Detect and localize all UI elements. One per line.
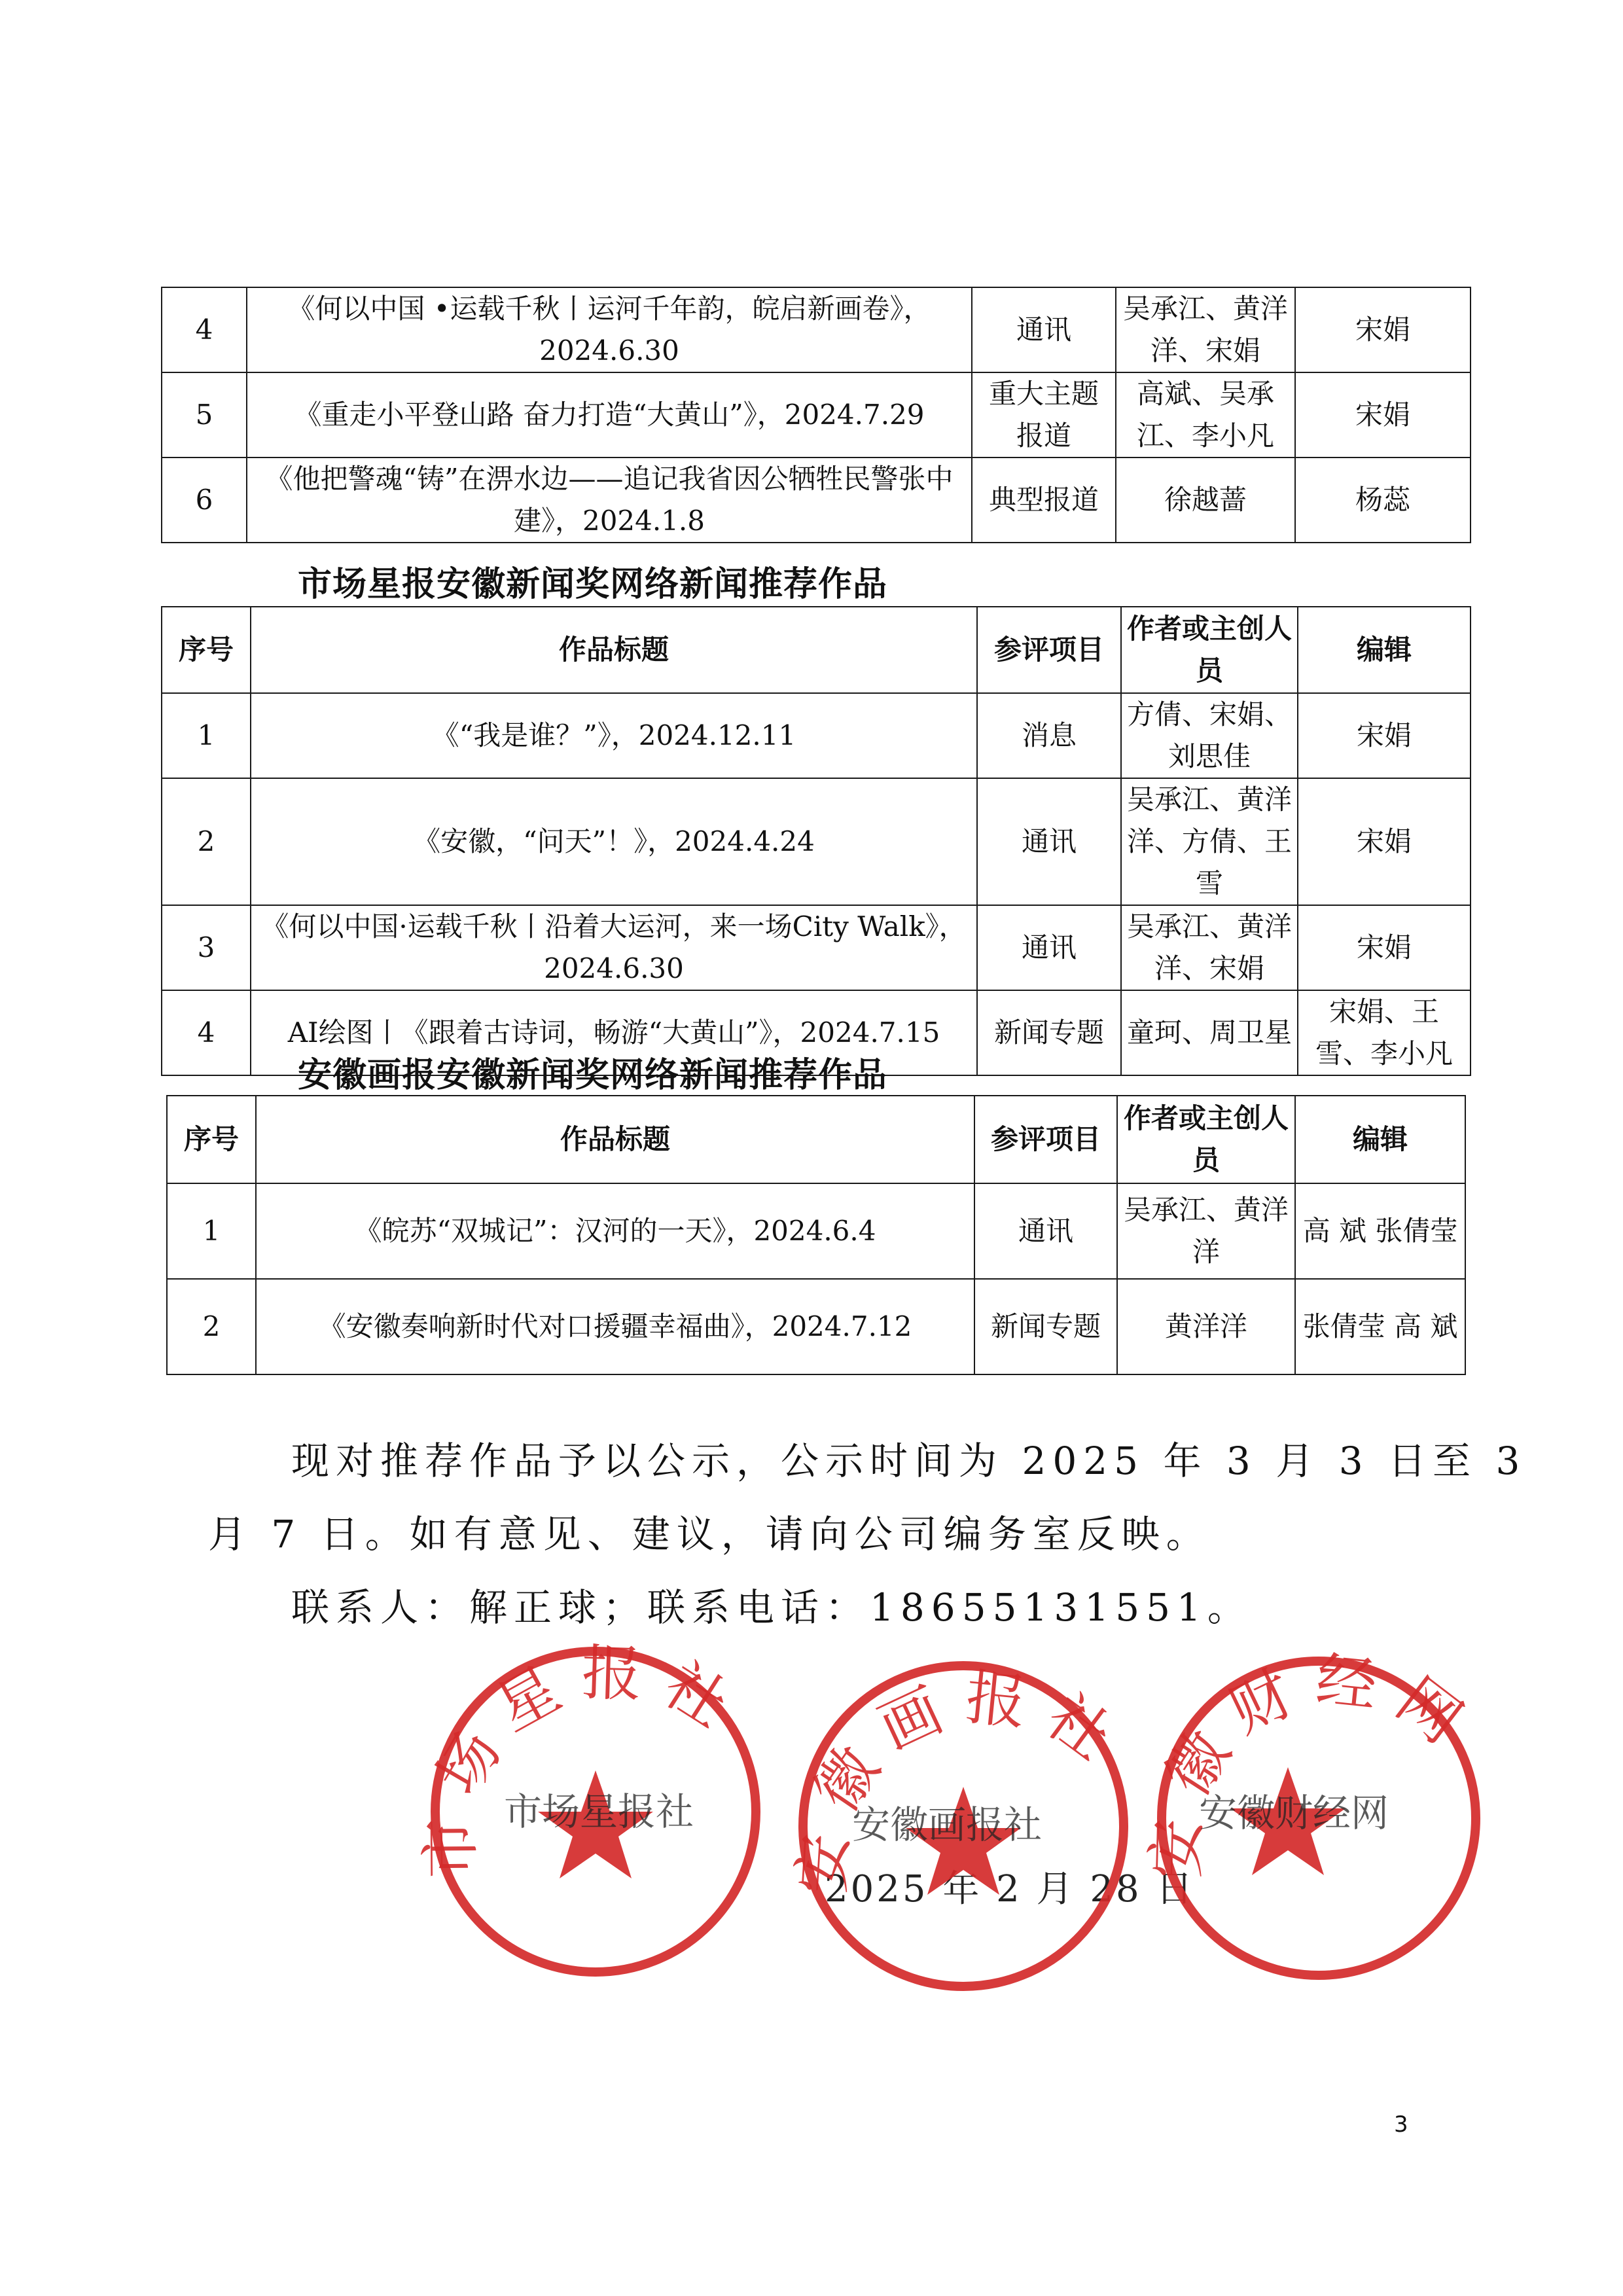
authors: 吴承江、黄洋洋、方倩、王雪 (1121, 778, 1298, 905)
work-title: 《重走小平登山路 奋力打造“大黄山”》，2024.7.29 (247, 372, 972, 457)
row-number: 6 (162, 457, 247, 543)
seal-1-center-text: 市场星报社 (504, 1789, 694, 1834)
header-authors: 作者或主创人员 (1121, 607, 1298, 693)
header-editor: 编辑 (1298, 607, 1471, 693)
notice-line-1: 现对推荐作品予以公示，公示时间为 2025 年 3 月 3 日至 3 (291, 1439, 1527, 1483)
category: 通讯 (977, 905, 1121, 990)
editor: 张倩莹 高 斌 (1295, 1279, 1465, 1374)
work-title: 《何以中国 •运载千秋丨运河千年韵，皖启新画卷》，2024.6.30 (247, 287, 972, 372)
row-number: 1 (162, 693, 251, 778)
row-number: 1 (167, 1183, 256, 1279)
seal-2-center-text: 安徽画报社 (852, 1803, 1043, 1847)
work-title: 《“我是谁？”》，2024.12.11 (251, 693, 977, 778)
work-title: 《何以中国·运载千秋丨沿着大运河，来一场City Walk》，2024.6.30 (251, 905, 977, 990)
authors: 黄洋洋 (1117, 1279, 1295, 1374)
seal-1-arc-text: 市场星报社 (415, 1638, 755, 1879)
work-title: AI绘图丨《跟着古诗词，畅游“大黄山”》，2024.7.15 (251, 990, 977, 1075)
seal-3-arc-text: 安徽财经网 (1141, 1645, 1488, 1880)
header-number: 序号 (167, 1096, 256, 1183)
editor: 宋娟、王雪、李小凡 (1298, 990, 1471, 1075)
category: 重大主题报道 (972, 372, 1116, 457)
authors: 徐越蔷 (1116, 457, 1295, 543)
authors: 童珂、周卫星 (1121, 990, 1298, 1075)
seal-3-center-text: 安徽财经网 (1199, 1791, 1389, 1835)
page-number: 3 (1394, 2111, 1408, 2138)
seal-2-arc-text: 安徽画报社 (787, 1662, 1138, 1896)
category: 通讯 (977, 778, 1121, 905)
work-title: 《安徽奏响新时代对口援疆幸福曲》，2024.7.12 (256, 1279, 974, 1374)
authors: 方倩、宋娟、刘思佳 (1121, 693, 1298, 778)
header-title: 作品标题 (251, 607, 977, 693)
editor: 宋娟 (1295, 372, 1471, 457)
editor: 宋娟 (1298, 693, 1471, 778)
section-title: 安徽画报安徽新闻奖网络新闻推荐作品 (298, 1056, 888, 1095)
header-category: 参评项目 (974, 1096, 1117, 1183)
header-authors: 作者或主创人员 (1117, 1096, 1295, 1183)
header-title: 作品标题 (256, 1096, 974, 1183)
authors: 高斌、吴承江、李小凡 (1116, 372, 1295, 457)
editor: 宋娟 (1298, 778, 1471, 905)
notice-line-2: 月 7 日。如有意见、建议，请向公司编务室反映。 (208, 1512, 1211, 1556)
editor: 高 斌 张倩莹 (1295, 1183, 1465, 1279)
category: 新闻专题 (974, 1279, 1117, 1374)
header-editor: 编辑 (1295, 1096, 1465, 1183)
signing-date: 2025 年 2 月 28 日 (825, 1868, 1196, 1910)
work-title: 《安徽，“问天”！》，2024.4.24 (251, 778, 977, 905)
category: 新闻专题 (977, 990, 1121, 1075)
authors: 吴承江、黄洋洋、宋娟 (1121, 905, 1298, 990)
editor: 杨蕊 (1295, 457, 1471, 543)
work-title: 《他把警魂“铸”在淠水边——追记我省因公牺牲民警张中建》，2024.1.8 (247, 457, 972, 543)
row-number: 2 (162, 778, 251, 905)
editor: 宋娟 (1298, 905, 1471, 990)
section-title: 市场星报安徽新闻奖网络新闻推荐作品 (298, 565, 888, 604)
authors: 吴承江、黄洋洋、宋娟 (1116, 287, 1295, 372)
work-title: 《皖苏“双城记”：汉河的一天》，2024.6.4 (256, 1183, 974, 1279)
row-number: 5 (162, 372, 247, 457)
category: 典型报道 (972, 457, 1116, 543)
category: 消息 (977, 693, 1121, 778)
category: 通讯 (972, 287, 1116, 372)
authors: 吴承江、黄洋洋 (1117, 1183, 1295, 1279)
category: 通讯 (974, 1183, 1117, 1279)
row-number: 4 (162, 287, 247, 372)
header-number: 序号 (162, 607, 251, 693)
editor: 宋娟 (1295, 287, 1471, 372)
header-category: 参评项目 (977, 607, 1121, 693)
row-number: 4 (162, 990, 251, 1075)
contact-line: 联系人：解正球；联系电话：18655131551。 (291, 1585, 1252, 1630)
row-number: 3 (162, 905, 251, 990)
row-number: 2 (167, 1279, 256, 1374)
